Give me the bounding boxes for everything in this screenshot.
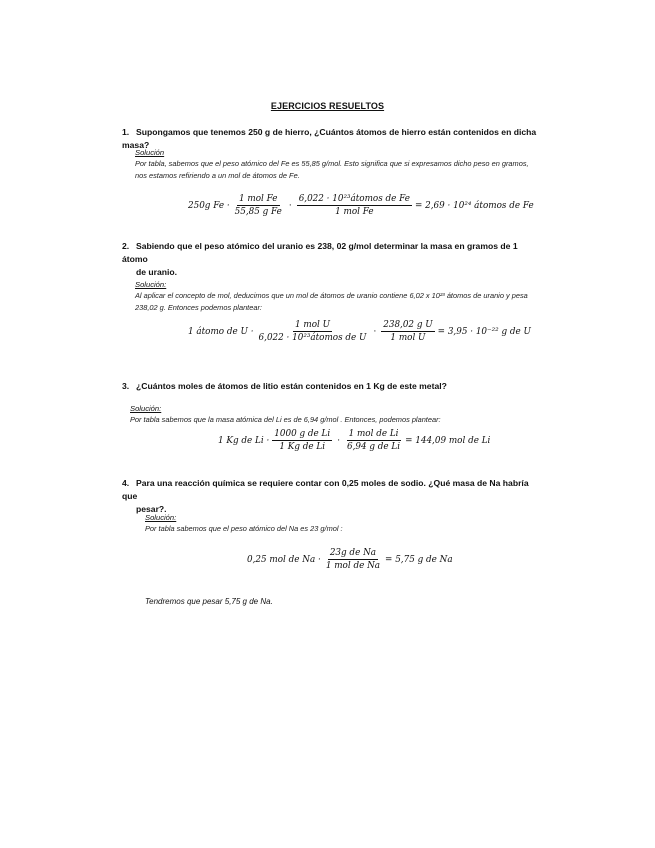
equation-3 [218,429,490,452]
question-text-line-2: pesar?. [136,504,167,514]
fraction-numerator: 6,022 · 10²³átomos de Fe [298,194,410,204]
fraction-denominator: 6,022 · 10²³átomos de U [258,333,367,343]
question-text: ¿Cuántos moles de átomos de litio están contenidos en 1 Kg de este metal? [136,381,447,391]
solution-text-2: Al aplicar el concepto de mol, deducimos que un mol de átomos de uranio contiene 6,02 x 10²³ átomos de uranio y pesa 238,02 g. Entonces podemos plantear: [135,291,528,312]
equation-4 [247,548,453,571]
eq-lead: 1 Kg de Li · [218,435,270,446]
question-number: 2. [122,241,130,251]
eq-result: = 144,09 mol de Li [405,435,491,446]
fraction [381,320,434,343]
question-text-line-2: de uranio. [136,267,178,277]
question-number: 3. [122,381,130,391]
fraction [324,548,382,571]
fraction-numerator: 1 mol U [294,320,331,330]
fraction-numerator: 23g de Na [329,548,377,558]
equation-2 [188,320,531,343]
question-number: 4. [122,478,130,488]
dot-operator: · [373,326,377,337]
solution-label-2: Solución: [135,280,167,289]
solution-text-1: Por tabla, sabemos que el peso atómico del Fe es 55,85 g/mol. Esto significa que si expresamos dicho peso en gramos, nos estamos refiriendo a un mol de átomos de Fe. [135,159,529,180]
fraction-denominator: 1 mol de Na [325,561,381,571]
question-2 [122,240,542,279]
question-3 [122,380,542,393]
equation-1 [188,194,534,217]
fraction-denominator: 6,94 g de Li [346,442,401,452]
fraction-numerator: 1 mol Fe [239,194,278,204]
question-number: 1. [122,127,130,137]
question-text-line-1: Para una reacción química se requiere contar con 0,25 moles de sodio. ¿Qué masa de Na habría que [122,478,529,501]
eq-result: = 2,69 · 10²⁴ átomos de Fe [415,200,534,211]
solution-label-3: Solución: [130,404,162,413]
eq-result: = 3,95 · 10⁻²² g de U [437,326,531,337]
fraction [272,429,332,452]
fraction [233,194,284,217]
eq-result: = 5,75 g de Na [385,554,453,565]
fraction [297,194,412,217]
question-4 [122,477,542,516]
eq-lead: 0,25 mol de Na · [247,554,321,565]
fraction-numerator: 238,02 g U [383,320,433,330]
fraction-denominator: 1 Kg de Li [279,442,326,452]
fraction-numerator: 1000 g de Li [274,429,331,439]
fraction-denominator: 1 mol U [390,333,426,343]
question-text: Supongamos que tenemos 250 g de hierro, ¿Cuántos átomos de hierro están contenidos en dicha masa? [122,127,537,150]
solution-text-3: Por tabla sabemos que la masa atómica del Li es de 6,94 g/mol . Entonces, podemos plantear: [130,415,441,424]
fraction [257,320,369,343]
fraction-denominator: 55,85 g Fe [234,207,282,217]
solution-label-1: Solución [135,148,165,157]
dot-operator: · [288,200,292,211]
dot-operator: · [337,435,340,446]
fraction-denominator: 1 mol Fe [335,207,374,217]
eq-lead: 250g Fe · [188,200,230,211]
solution-label-4: Solución: [145,513,177,522]
question-text-line-1: Sabiendo que el peso atómico del uranio es 238, 02 g/mol determinar la masa en gramos de 1 átomo [122,241,518,264]
solution-text-4: Por tabla sabemos que el peso atómico del Na es 23 g/mol : [145,524,343,533]
question-1 [122,126,542,152]
final-answer: Tendremos que pesar 5,75 g de Na. [145,597,273,606]
fraction [345,429,402,452]
eq-lead: 1 átomo de U · [188,326,254,337]
page-title: EJERCICIOS RESUELTOS [270,101,385,111]
fraction-numerator: 1 mol de Li [348,429,399,439]
